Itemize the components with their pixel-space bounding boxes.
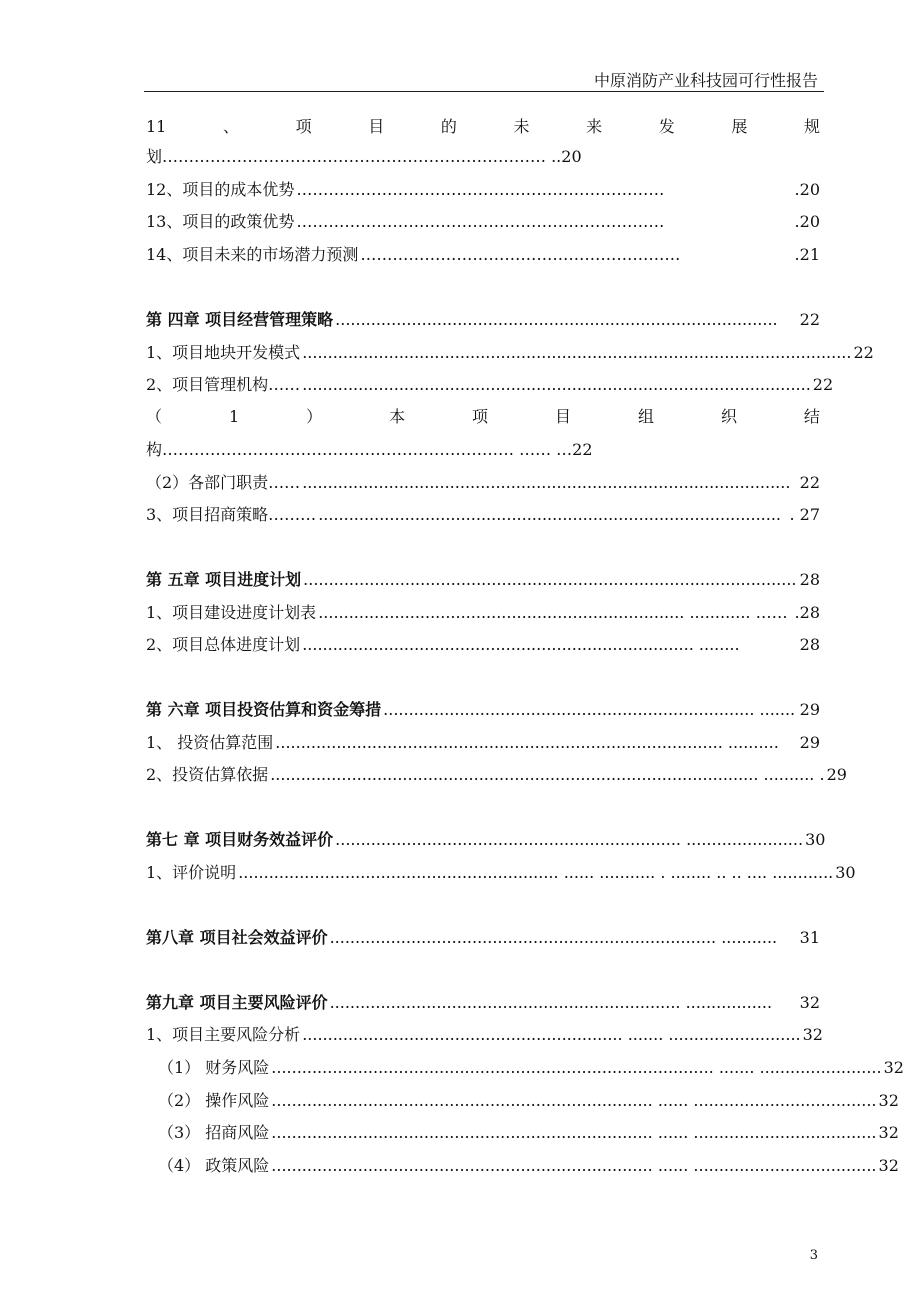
toc-entry-char: 规 (803, 117, 820, 136)
toc-entry-title: 1、项目地块开发模式 (146, 343, 301, 362)
toc-entry-title: 第 四章 项目经营管理策略 (146, 310, 334, 329)
toc-entry-leader: ................................................................................................ (302, 473, 791, 492)
toc-entry-page: 22 (853, 343, 874, 362)
toc-entry-char: 组 (637, 407, 654, 426)
toc-entry (146, 243, 820, 267)
toc-entry-leader: ............................................................................................................ (302, 343, 852, 362)
toc-entry-leader: ..................................................................... ................. (329, 993, 773, 1012)
toc-entry-title: 2、项目总体进度计划 (146, 635, 301, 654)
toc-entry-char: 发 (658, 117, 675, 136)
toc-entry (158, 1154, 899, 1178)
toc-entry-leader: ....................................................................................... (335, 310, 778, 329)
toc-entry-char: 目 (368, 117, 385, 136)
toc-entry (158, 1056, 904, 1080)
toc-entry (146, 633, 820, 657)
toc-entry-title: 第 六章 项目投资估算和资金筹措 (146, 700, 382, 719)
toc-entry-page: 30 (805, 830, 826, 849)
toc-chapter-entry (146, 698, 820, 722)
toc-entry-page: .21 (794, 245, 820, 264)
toc-entry-char: 、 (222, 117, 239, 136)
toc-entry-title: 2、投资估算依据 (146, 765, 269, 784)
toc-entry-continuation: 划……………………………………………………………… ..20 (146, 147, 582, 166)
toc-entry (158, 1089, 899, 1113)
toc-entry-title: （3） 招商风险 (158, 1123, 270, 1142)
toc-entry-leader: .................................................................................................... (302, 375, 811, 394)
toc-entry-leader: ............................................................... ....... .......................... (302, 1025, 801, 1044)
toc-entry-page: 30 (835, 863, 856, 882)
toc-entry-char: 来 (586, 117, 603, 136)
toc-entry-leader: ......................................................................... ....... (383, 700, 796, 719)
toc-entry-page: 32 (799, 993, 820, 1012)
toc-entry-page: .20 (794, 180, 820, 199)
toc-entry (158, 1121, 899, 1145)
toc-entry (146, 731, 820, 755)
toc-entry-leader: ................................................................................................ .......... . (270, 765, 825, 784)
toc-entry-leader: ................................................................................................. (303, 570, 797, 589)
toc-chapter-entry (146, 991, 820, 1015)
toc-entry-leader: ........................................................................................... (318, 505, 782, 524)
toc-entry-title: （2）各部门职责…… (146, 473, 301, 492)
toc-entry-leader: ....................................................................................... ....... ........................ (271, 1058, 882, 1077)
toc-entry (146, 763, 847, 787)
toc-entry-char: 1 (228, 407, 240, 426)
toc-entry-title: 第 五章 项目进度计划 (146, 570, 302, 589)
toc-entry-title: 2、项目管理机构…… (146, 375, 301, 394)
toc-entry-split (146, 405, 820, 429)
toc-entry-title: 1、项目建设进度计划表 (146, 603, 317, 622)
toc-entry (146, 503, 820, 527)
toc-entry-char: 项 (295, 117, 312, 136)
page-number: 3 (809, 1248, 818, 1263)
toc-entry (146, 341, 874, 365)
toc-entry-title: 13、项目的政策优势 (146, 212, 295, 231)
running-header-title: 中原消防产业科技园可行性报告 (593, 71, 818, 90)
toc-entry-page: .20 (794, 212, 820, 231)
toc-entry-title: 第九章 项目主要风险评价 (146, 993, 328, 1012)
toc-entry-title: 14、项目未来的市场潜力预测 (146, 245, 359, 264)
toc-entry-leader: ............................................................................ ........... (329, 928, 778, 947)
toc-entry-char: 项 (472, 407, 489, 426)
toc-entry-leader: ........................................................................... ...... .................................... (271, 1091, 877, 1110)
toc-entry-title: 第七 章 项目财务效益评价 (146, 830, 334, 849)
toc-entry-title: 1、 投资估算范围 (146, 733, 274, 752)
toc-entry (146, 210, 820, 234)
toc-entry-leader: …………………………………………………… (360, 245, 681, 264)
toc-entry (146, 601, 820, 625)
toc-entry-page: 22 (812, 375, 834, 394)
toc-entry-leader: …………………………………………………………… (296, 180, 665, 199)
toc-entry-split (146, 115, 820, 139)
toc-entry-page: . 27 (789, 505, 820, 524)
toc-entry-char: 织 (720, 407, 737, 426)
toc-chapter-entry (146, 926, 820, 950)
toc-entry-leader: ........................................................................... ...... .................................... (271, 1156, 877, 1175)
toc-entry-title: （1） 财务风险 (158, 1058, 270, 1077)
toc-entry-page: 29 (826, 765, 847, 784)
toc-entry-char: 未 (513, 117, 530, 136)
toc-chapter-entry (146, 308, 820, 332)
toc-entry-page: 32 (878, 1123, 899, 1142)
toc-entry-char: 目 (555, 407, 572, 426)
toc-entry-title: 1、项目主要风险分析 (146, 1025, 301, 1044)
toc-entry-page: 28 (799, 570, 820, 589)
toc-entry-page: 28 (799, 635, 820, 654)
toc-entry-title: （4） 政策风险 (158, 1156, 270, 1175)
toc-entry (146, 861, 856, 885)
toc-entry-leader: ............................................................................. ........ (302, 635, 740, 654)
toc-chapter-entry (146, 828, 826, 852)
toc-entry (146, 1023, 823, 1047)
toc-entry-char: 11 (146, 117, 167, 136)
toc-entry-page: 32 (878, 1091, 899, 1110)
toc-entry-page: 31 (799, 928, 820, 947)
toc-entry-page: .28 (794, 603, 820, 622)
toc-entry-page: 29 (799, 733, 820, 752)
toc-entry-title: （2） 操作风险 (158, 1091, 270, 1110)
toc-entry-char: ） (306, 407, 323, 426)
toc-entry-leader: …………………………………………………………… (296, 212, 665, 231)
toc-entry-leader: ........................................................................... ...... .................................... (271, 1123, 877, 1142)
toc-entry-page: 22 (799, 473, 820, 492)
header-rule (144, 91, 824, 92)
toc-entry-char: 结 (803, 407, 820, 426)
toc-entry-page: 32 (883, 1058, 904, 1077)
toc-entry-leader: .................................................................... ....................... (335, 830, 804, 849)
toc-entry-char: （ (146, 407, 163, 426)
toc-entry-title: 12、项目的成本优势 (146, 180, 295, 199)
toc-entry-title: 1、评价说明 (146, 863, 237, 882)
toc-entry-title: 第八章 项目社会效益评价 (146, 928, 328, 947)
toc-entry-char: 的 (440, 117, 457, 136)
toc-entry-leader: ........................................................................ ............ …… (318, 603, 788, 622)
toc-entry-leader: ........................................................................................ .......... (275, 733, 779, 752)
toc-entry-page: 22 (799, 310, 820, 329)
toc-entry-continuation: 构………………………………………………………… …… …22 (146, 440, 593, 459)
toc-entry-page: 32 (802, 1025, 823, 1044)
toc-entry (146, 178, 820, 202)
toc-entry-title: 3、项目招商策略……… (146, 505, 317, 524)
toc-chapter-entry (146, 568, 820, 592)
toc-entry (146, 471, 820, 495)
toc-entry-page: 29 (799, 700, 820, 719)
toc-entry-char: 本 (389, 407, 406, 426)
toc-entry-char: 展 (731, 117, 748, 136)
toc-entry (146, 373, 834, 397)
toc-entry-page: 32 (878, 1156, 899, 1175)
toc-entry-leader: ............................................................... ...... ........... . ........ .. .. .... ............ (238, 863, 834, 882)
